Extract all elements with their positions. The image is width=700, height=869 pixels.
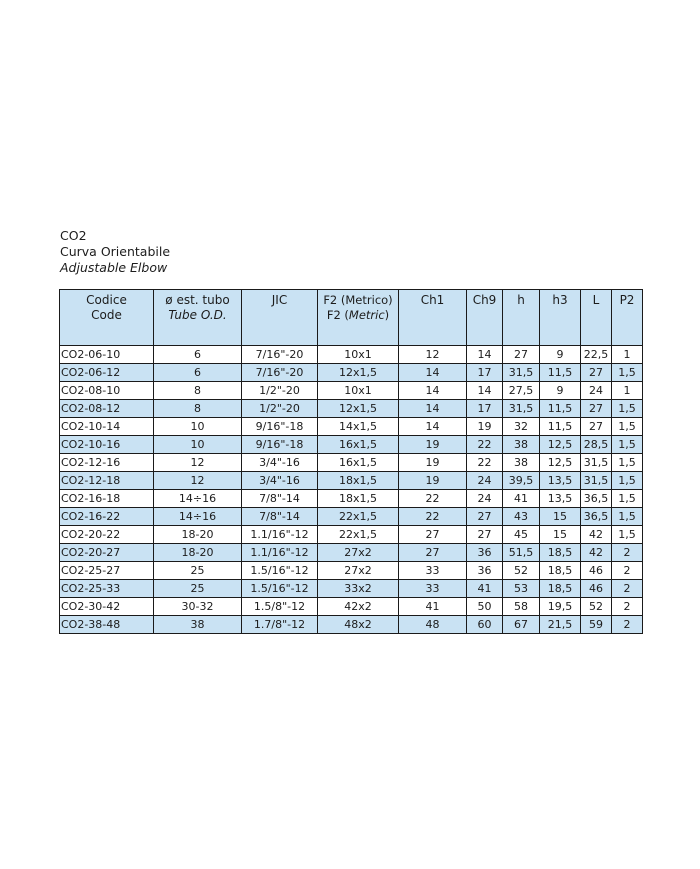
cell-est-tubo: 10 <box>154 418 242 436</box>
table-row <box>60 400 643 418</box>
cell-ch1: 33 <box>399 562 467 580</box>
cell-jic: 3/4"-16 <box>242 454 318 472</box>
cell-h3: 19,5 <box>540 598 581 616</box>
column-header-label: P2 <box>619 293 635 307</box>
cell-h3: 18,5 <box>540 580 581 598</box>
cell-p2: 1 <box>612 382 643 400</box>
column-header-label: Ch9 <box>472 293 497 307</box>
table-row <box>60 436 643 454</box>
cell-jic: 1.1/16"-12 <box>242 544 318 562</box>
cell-h3: 13,5 <box>540 472 581 490</box>
table-row <box>60 472 643 490</box>
cell-est-tubo: 6 <box>154 364 242 382</box>
cell-jic: 1.5/16"-12 <box>242 580 318 598</box>
column-header-label: L <box>592 293 600 307</box>
cell-f2-metrico: 42x2 <box>318 598 399 616</box>
column-header-label-english: F2 (Metric) <box>326 308 390 322</box>
cell-ch9: 22 <box>467 454 503 472</box>
cell-jic: 7/8"-14 <box>242 508 318 526</box>
cell-f2-metrico: 18x1,5 <box>318 490 399 508</box>
cell-p2: 1,5 <box>612 490 643 508</box>
cell-jic: 1.5/16"-12 <box>242 562 318 580</box>
cell-code: CO2-16-18 <box>60 490 154 508</box>
cell-jic: 7/16"-20 <box>242 364 318 382</box>
cell-p2: 1,5 <box>612 418 643 436</box>
cell-h: 45 <box>503 526 540 544</box>
column-header-label: JIC <box>271 293 288 307</box>
table-row <box>60 562 643 580</box>
cell-f2-metrico: 22x1,5 <box>318 508 399 526</box>
column-header-est-tubo <box>154 290 242 346</box>
cell-l: 36,5 <box>581 508 612 526</box>
cell-h: 38 <box>503 436 540 454</box>
cell-est-tubo: 14÷16 <box>154 490 242 508</box>
cell-p2: 1,5 <box>612 364 643 382</box>
cell-h3: 11,5 <box>540 418 581 436</box>
cell-jic: 3/4"-16 <box>242 472 318 490</box>
column-header-label: h3 <box>552 293 568 307</box>
cell-ch1: 27 <box>399 544 467 562</box>
table-row <box>60 454 643 472</box>
cell-f2-metrico: 18x1,5 <box>318 472 399 490</box>
cell-est-tubo: 8 <box>154 400 242 418</box>
cell-h3: 18,5 <box>540 562 581 580</box>
cell-h: 39,5 <box>503 472 540 490</box>
cell-f2-metrico: 12x1,5 <box>318 364 399 382</box>
cell-h: 27,5 <box>503 382 540 400</box>
table-row <box>60 598 643 616</box>
cell-h3: 11,5 <box>540 364 581 382</box>
table-row <box>60 418 643 436</box>
cell-ch9: 41 <box>467 580 503 598</box>
cell-l: 36,5 <box>581 490 612 508</box>
cell-p2: 1,5 <box>612 472 643 490</box>
cell-ch9: 19 <box>467 418 503 436</box>
cell-code: CO2-12-16 <box>60 454 154 472</box>
cell-h: 51,5 <box>503 544 540 562</box>
table-row <box>60 526 643 544</box>
table-row <box>60 382 643 400</box>
cell-f2-metrico: 27x2 <box>318 562 399 580</box>
cell-est-tubo: 25 <box>154 580 242 598</box>
cell-h: 38 <box>503 454 540 472</box>
cell-est-tubo: 30-32 <box>154 598 242 616</box>
cell-l: 42 <box>581 526 612 544</box>
cell-code: CO2-08-10 <box>60 382 154 400</box>
cell-l: 59 <box>581 616 612 634</box>
cell-est-tubo: 18-20 <box>154 544 242 562</box>
cell-h: 53 <box>503 580 540 598</box>
cell-h: 31,5 <box>503 364 540 382</box>
cell-p2: 2 <box>612 544 643 562</box>
cell-h3: 11,5 <box>540 400 581 418</box>
cell-ch1: 14 <box>399 382 467 400</box>
cell-ch1: 19 <box>399 454 467 472</box>
cell-l: 27 <box>581 400 612 418</box>
product-title-english: Adjustable Elbow <box>60 260 168 275</box>
cell-f2-metrico: 16x1,5 <box>318 454 399 472</box>
cell-ch1: 19 <box>399 436 467 454</box>
table-row <box>60 508 643 526</box>
table-row <box>60 544 643 562</box>
cell-l: 22,5 <box>581 346 612 364</box>
cell-h3: 9 <box>540 346 581 364</box>
cell-h3: 12,5 <box>540 454 581 472</box>
column-header-h <box>503 290 540 346</box>
cell-est-tubo: 25 <box>154 562 242 580</box>
column-header-label: ø est. tubo <box>165 293 230 307</box>
cell-jic: 1.1/16"-12 <box>242 526 318 544</box>
cell-f2-metrico: 10x1 <box>318 382 399 400</box>
table-row <box>60 346 643 364</box>
cell-code: CO2-10-14 <box>60 418 154 436</box>
cell-ch9: 17 <box>467 364 503 382</box>
cell-h: 58 <box>503 598 540 616</box>
cell-f2-metrico: 10x1 <box>318 346 399 364</box>
cell-h3: 21,5 <box>540 616 581 634</box>
cell-est-tubo: 6 <box>154 346 242 364</box>
cell-code: CO2-30-42 <box>60 598 154 616</box>
cell-p2: 1,5 <box>612 436 643 454</box>
cell-ch9: 27 <box>467 508 503 526</box>
cell-code: CO2-10-16 <box>60 436 154 454</box>
cell-jic: 7/16"-20 <box>242 346 318 364</box>
cell-ch1: 14 <box>399 400 467 418</box>
cell-ch1: 22 <box>399 508 467 526</box>
cell-l: 46 <box>581 580 612 598</box>
cell-p2: 1,5 <box>612 400 643 418</box>
cell-jic: 9/16"-18 <box>242 418 318 436</box>
cell-code: CO2-20-27 <box>60 544 154 562</box>
cell-h: 43 <box>503 508 540 526</box>
cell-jic: 1/2"-20 <box>242 382 318 400</box>
cell-l: 31,5 <box>581 454 612 472</box>
cell-f2-metrico: 48x2 <box>318 616 399 634</box>
cell-ch1: 27 <box>399 526 467 544</box>
cell-f2-metrico: 14x1,5 <box>318 418 399 436</box>
column-header-label: Ch1 <box>420 293 445 307</box>
cell-p2: 2 <box>612 562 643 580</box>
cell-l: 27 <box>581 418 612 436</box>
cell-est-tubo: 18-20 <box>154 526 242 544</box>
cell-h3: 12,5 <box>540 436 581 454</box>
cell-est-tubo: 12 <box>154 454 242 472</box>
product-title-italian: Curva Orientabile <box>60 244 171 259</box>
cell-code: CO2-12-18 <box>60 472 154 490</box>
cell-ch9: 22 <box>467 436 503 454</box>
header-row <box>60 290 643 346</box>
cell-est-tubo: 12 <box>154 472 242 490</box>
table-header <box>60 290 643 346</box>
cell-f2-metrico: 27x2 <box>318 544 399 562</box>
cell-h3: 15 <box>540 508 581 526</box>
cell-ch1: 22 <box>399 490 467 508</box>
product-heading <box>60 228 170 276</box>
cell-ch9: 36 <box>467 562 503 580</box>
cell-f2-metrico: 33x2 <box>318 580 399 598</box>
column-header-label-english: Code <box>91 308 122 322</box>
cell-h: 52 <box>503 562 540 580</box>
cell-ch1: 41 <box>399 598 467 616</box>
column-header-f2-metrico <box>318 290 399 346</box>
cell-ch9: 50 <box>467 598 503 616</box>
cell-h3: 9 <box>540 382 581 400</box>
table-body <box>60 346 643 634</box>
dimensions-table <box>59 289 643 634</box>
table-row <box>60 580 643 598</box>
cell-ch1: 14 <box>399 364 467 382</box>
cell-h: 67 <box>503 616 540 634</box>
cell-code: CO2-20-22 <box>60 526 154 544</box>
column-header-label-english: Tube O.D. <box>168 308 227 322</box>
cell-ch9: 14 <box>467 382 503 400</box>
cell-ch1: 33 <box>399 580 467 598</box>
cell-l: 42 <box>581 544 612 562</box>
table-row <box>60 490 643 508</box>
column-header-ch1 <box>399 290 467 346</box>
cell-f2-metrico: 22x1,5 <box>318 526 399 544</box>
cell-p2: 1,5 <box>612 526 643 544</box>
cell-code: CO2-25-33 <box>60 580 154 598</box>
column-header-label: h <box>517 293 525 307</box>
cell-p2: 2 <box>612 598 643 616</box>
cell-jic: 7/8"-14 <box>242 490 318 508</box>
cell-ch9: 60 <box>467 616 503 634</box>
cell-f2-metrico: 12x1,5 <box>318 400 399 418</box>
cell-ch9: 17 <box>467 400 503 418</box>
cell-ch9: 27 <box>467 526 503 544</box>
cell-h: 32 <box>503 418 540 436</box>
table-row <box>60 616 643 634</box>
table-row <box>60 364 643 382</box>
cell-h: 31,5 <box>503 400 540 418</box>
cell-p2: 2 <box>612 616 643 634</box>
cell-p2: 2 <box>612 580 643 598</box>
cell-ch9: 24 <box>467 490 503 508</box>
column-header-p2 <box>612 290 643 346</box>
cell-l: 27 <box>581 364 612 382</box>
cell-jic: 1.7/8"-12 <box>242 616 318 634</box>
cell-est-tubo: 14÷16 <box>154 508 242 526</box>
cell-code: CO2-08-12 <box>60 400 154 418</box>
cell-f2-metrico: 16x1,5 <box>318 436 399 454</box>
cell-est-tubo: 38 <box>154 616 242 634</box>
cell-h3: 13,5 <box>540 490 581 508</box>
column-header-label: F2 (Metrico) <box>323 293 393 307</box>
cell-h: 41 <box>503 490 540 508</box>
cell-p2: 1,5 <box>612 508 643 526</box>
cell-ch1: 48 <box>399 616 467 634</box>
cell-code: CO2-16-22 <box>60 508 154 526</box>
cell-jic: 9/16"-18 <box>242 436 318 454</box>
cell-ch1: 19 <box>399 472 467 490</box>
column-header-ch9 <box>467 290 503 346</box>
cell-h3: 15 <box>540 526 581 544</box>
cell-ch1: 12 <box>399 346 467 364</box>
cell-p2: 1,5 <box>612 454 643 472</box>
column-header-h3 <box>540 290 581 346</box>
cell-h3: 18,5 <box>540 544 581 562</box>
cell-l: 52 <box>581 598 612 616</box>
cell-ch9: 14 <box>467 346 503 364</box>
cell-l: 46 <box>581 562 612 580</box>
cell-ch9: 24 <box>467 472 503 490</box>
cell-est-tubo: 10 <box>154 436 242 454</box>
cell-p2: 1 <box>612 346 643 364</box>
cell-code: CO2-25-27 <box>60 562 154 580</box>
column-header-jic <box>242 290 318 346</box>
column-header-l <box>581 290 612 346</box>
cell-code: CO2-06-12 <box>60 364 154 382</box>
cell-est-tubo: 8 <box>154 382 242 400</box>
cell-code: CO2-38-48 <box>60 616 154 634</box>
cell-l: 28,5 <box>581 436 612 454</box>
cell-jic: 1.5/8"-12 <box>242 598 318 616</box>
cell-jic: 1/2"-20 <box>242 400 318 418</box>
column-header-codice <box>60 290 154 346</box>
cell-l: 31,5 <box>581 472 612 490</box>
cell-l: 24 <box>581 382 612 400</box>
cell-ch1: 14 <box>399 418 467 436</box>
cell-code: CO2-06-10 <box>60 346 154 364</box>
product-code: CO2 <box>60 228 87 243</box>
cell-h: 27 <box>503 346 540 364</box>
cell-ch9: 36 <box>467 544 503 562</box>
column-header-label: Codice <box>86 293 127 307</box>
